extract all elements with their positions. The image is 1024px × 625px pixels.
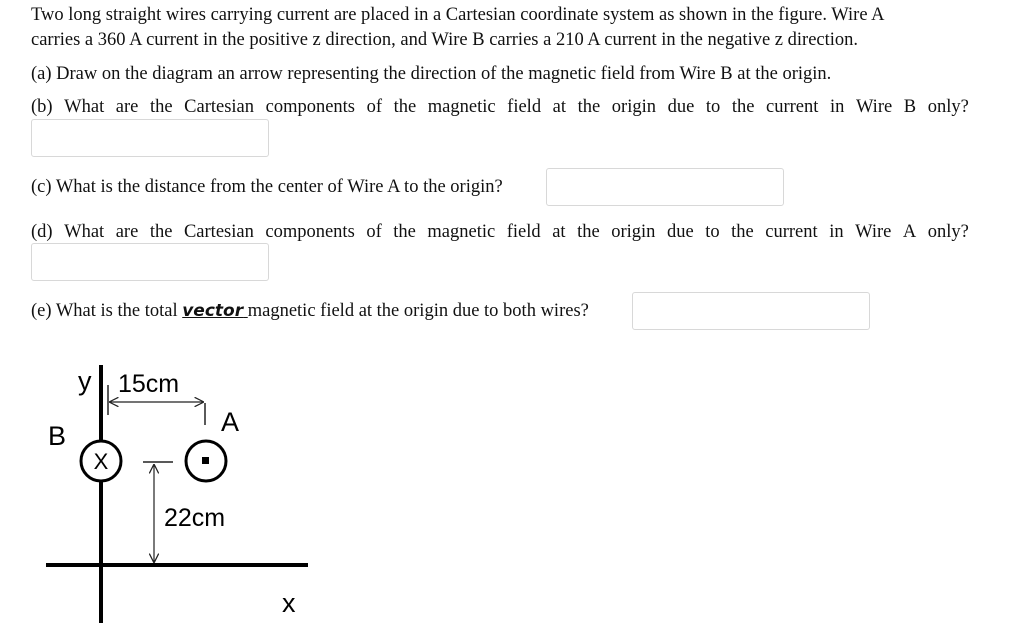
- question-b-word: the: [577, 97, 601, 117]
- answer-input-c[interactable]: [546, 168, 784, 206]
- question-a: (a) Draw on the diagram an arrow representing the direction of the magnetic field from Wire B at the origin.: [31, 64, 832, 84]
- question-b-word: the: [393, 97, 417, 117]
- question-b-word: (b): [31, 97, 53, 117]
- question-e-before: (e) What is the total: [31, 301, 178, 321]
- wire-b-label: B: [48, 421, 67, 451]
- question-b-word: at: [552, 97, 567, 117]
- vertical-distance-label: 22cm: [164, 504, 226, 532]
- question-b-word: to: [705, 97, 721, 117]
- question-b-word: components: [265, 97, 356, 117]
- question-d-word: in: [829, 222, 844, 242]
- question-d-word: (d): [31, 222, 53, 242]
- question-b-word: the: [731, 97, 755, 117]
- question-b-word: magnetic: [427, 97, 496, 117]
- question-d-word: to: [705, 222, 720, 242]
- question-d-word: Wire: [855, 222, 892, 242]
- question-b-word: Wire: [855, 97, 893, 117]
- question-b-word: only?: [927, 97, 969, 117]
- question-d-word: Cartesian: [183, 222, 254, 242]
- question-b-word: field: [507, 97, 542, 117]
- question-e-after: magnetic field at the origin due to both wires?: [247, 301, 589, 321]
- question-b-word: the: [149, 97, 173, 117]
- question-d-word: current: [765, 222, 818, 242]
- question-d-word: A: [902, 222, 917, 242]
- question-d-word: the: [149, 222, 173, 242]
- question-d-word: the: [393, 222, 416, 242]
- question-d: [31, 220, 969, 244]
- question-d-word: the: [577, 222, 600, 242]
- question-d-word: the: [731, 222, 754, 242]
- question-d-word: are: [115, 222, 139, 242]
- question-d-word: field: [506, 222, 541, 242]
- question-b-word: B: [903, 97, 917, 117]
- horizontal-distance-label: 15cm: [118, 370, 180, 398]
- question-d-word: What: [64, 222, 105, 242]
- wire-diagram[interactable]: [30, 355, 330, 625]
- question-b: [31, 95, 969, 119]
- question-d-word: magnetic: [427, 222, 496, 242]
- x-axis-label: x: [282, 588, 296, 618]
- wire-a-current-out-of-page-dot: [202, 457, 209, 464]
- question-e-vector-emphasis: vector: [182, 301, 244, 321]
- question-b-word: are: [115, 97, 139, 117]
- y-axis-label: y: [78, 366, 92, 396]
- question-d-word: components: [265, 222, 355, 242]
- question-c: (c) What is the distance from the center of Wire A to the origin?: [31, 177, 503, 197]
- question-b-word: of: [366, 97, 383, 117]
- answer-input-d[interactable]: [31, 243, 269, 281]
- answer-input-e[interactable]: [632, 292, 870, 330]
- question-e: [31, 299, 589, 323]
- question-b-word: in: [829, 97, 845, 117]
- intro-line-1: Two long straight wires carrying current are placed in a Cartesian coordinate system as shown in the figure. Wire A: [31, 5, 885, 25]
- question-b-word: Cartesian: [184, 97, 255, 117]
- wire-b-current-into-page-symbol: X: [93, 449, 109, 474]
- wire-a-label: A: [221, 407, 240, 437]
- question-b-word: current: [766, 97, 819, 117]
- intro-line-2: carries a 360 A current in the positive z direction, and Wire B carries a 210 A current in the negative z direction.: [31, 30, 859, 50]
- answer-input-b[interactable]: [31, 119, 269, 157]
- question-d-word: only?: [927, 222, 969, 242]
- question-d-word: of: [366, 222, 382, 242]
- question-d-word: origin: [611, 222, 656, 242]
- question-d-word: at: [552, 222, 566, 242]
- question-b-word: due: [667, 97, 695, 117]
- question-b-word: What: [64, 97, 105, 117]
- question-d-word: due: [666, 222, 694, 242]
- question-b-word: origin: [611, 97, 656, 117]
